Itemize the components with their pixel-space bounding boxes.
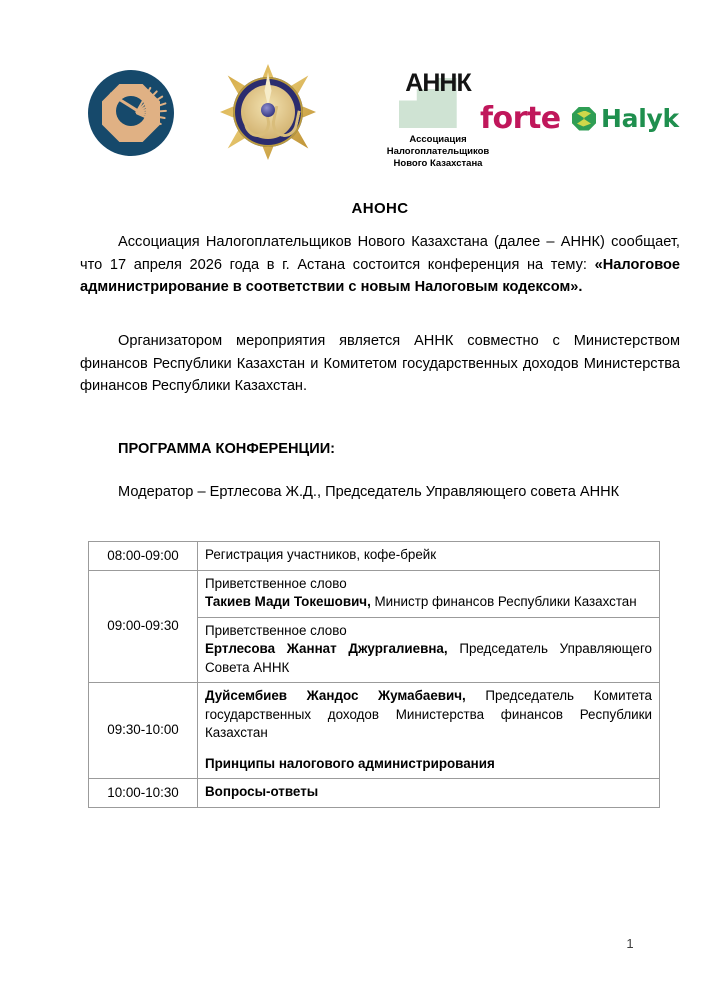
- program-heading: [80, 438, 680, 461]
- program-line-lead: Приветственное слово: [205, 575, 347, 591]
- annk-caption-line-3: Нового Казахстана: [393, 158, 483, 169]
- kgd-emblem-icon: [88, 70, 174, 156]
- program-speaker-name: Дуйсембиев Жандос Жумабаевич,: [205, 688, 466, 703]
- annk-caption-line-2: Налогоплательщиков: [386, 146, 490, 157]
- program-speaker-name: Вопросы-ответы: [205, 784, 319, 799]
- moderator-text: Модератор – Ертлесова Ж.Д., Председатель Управляющего совета АННК: [118, 484, 620, 500]
- conference-topic: «Налоговое администрирование в соответствии с новым Налоговым кодексом».: [80, 256, 680, 295]
- intro-paragraph-text: Ассоциация Налогоплательщиков Нового Казахстана (далее – АННК) сообщает, что 17 апреля 2026 года в г. Астана состоится конференция на тему:: [80, 234, 680, 273]
- program-line-lead: Приветственное слово: [205, 622, 347, 638]
- program-description-cell: [198, 570, 660, 617]
- organizer-paragraph-text: Организатором мероприятия является АННК совместно с Министерством финансов Республики Казахстан и Комитетом государственных доходов Министерства финансов Республики Казахстан.: [80, 333, 680, 394]
- halyk-badge-icon: [572, 107, 596, 131]
- table-row: [89, 542, 660, 571]
- program-time-cell: 09:00-09:30: [89, 570, 198, 683]
- forte-logo: [480, 101, 561, 136]
- program-speaker-title: Председатель Комитета государственных доходов Министерства финансов Республики Казахстан: [205, 688, 652, 740]
- program-table-body: [89, 542, 660, 808]
- program-block-spacer: [205, 743, 652, 755]
- annk-stairs-icon: [396, 68, 480, 130]
- page-number: 1: [626, 936, 634, 951]
- program-table: [88, 541, 660, 808]
- program-speaker-name: Такиев Мади Токешович,: [205, 594, 371, 609]
- program-time-cell: 08:00-09:00: [89, 542, 198, 571]
- intro-paragraph: [80, 231, 680, 299]
- program-speaker-title: Министр финансов Республики Казахстан: [370, 594, 637, 609]
- program-speaker-title: Председатель Управляющего Совета АННК: [205, 641, 652, 675]
- program-time-cell: 09:30-10:00: [89, 683, 198, 779]
- program-topic: Принципы налогового администрирования: [205, 755, 495, 771]
- program-description-cell: [198, 617, 660, 683]
- forte-wordmark: forte: [480, 101, 561, 136]
- table-row: [89, 779, 660, 808]
- program-description-cell: [198, 542, 660, 571]
- program-heading-text: ПРОГРАММА КОНФЕРЕНЦИИ:: [118, 441, 336, 457]
- halyk-logo: [572, 106, 679, 131]
- page-title: АНОНС: [351, 200, 409, 217]
- organizer-paragraph: [80, 330, 680, 398]
- annk-caption-line-1: Ассоциация: [409, 134, 467, 145]
- annk-mark-text: АННК: [405, 69, 471, 97]
- moderator-line: [80, 481, 680, 504]
- program-line-lead: Регистрация участников, кофе-брейк: [205, 547, 437, 562]
- program-speaker-name: Ертлесова Жаннат Джургалиевна,: [205, 641, 448, 656]
- program-description-cell: [198, 779, 660, 808]
- minfin-emblem-icon: [220, 64, 316, 160]
- table-row: [89, 570, 660, 617]
- halyk-wordmark: Halyk: [601, 104, 679, 133]
- table-row: [89, 683, 660, 779]
- program-time-cell: 10:00-10:30: [89, 779, 198, 808]
- program-description-cell: [198, 683, 660, 779]
- logo-bar: [80, 62, 680, 192]
